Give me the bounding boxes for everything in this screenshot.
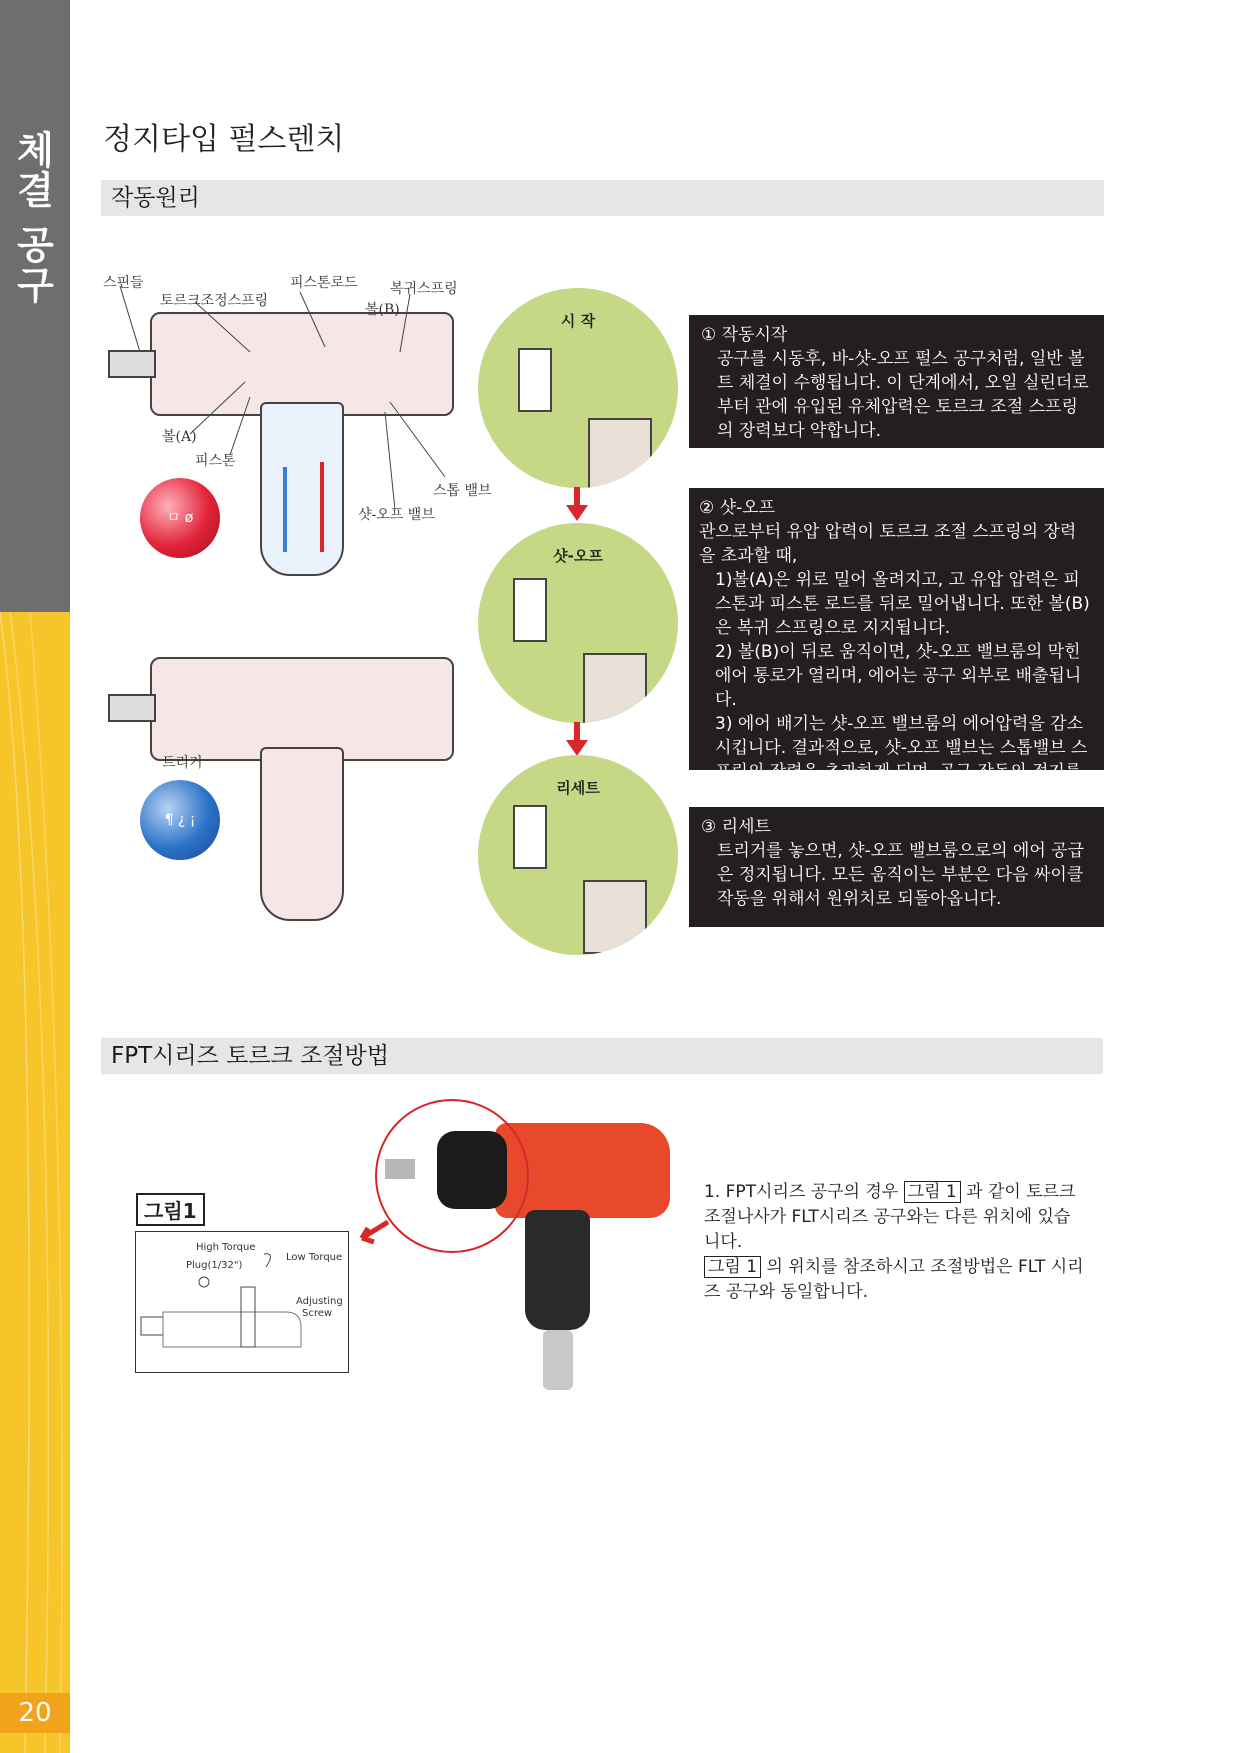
fig-screw: Screw [302, 1308, 333, 1319]
instruction-p1a: 1. FPT시리즈 공구의 경우 [704, 1182, 899, 1202]
label-trigger: 트리거 [162, 755, 203, 771]
sidebar-category: 체결 공구 [10, 130, 54, 306]
label-ball-b: 볼(B) [365, 302, 400, 318]
fig-adjusting: Adjusting [296, 1296, 343, 1307]
valve-block [588, 418, 652, 488]
step1-body: 공구를 시동후, 바-샷-오프 펄스 공구처럼, 일반 볼트 체결이 수행됩니다. 이 단계에서, 오일 실린더로부터 관에 유입된 유체압력은 토르크 조절 스프링의 장력보다 약합니다. [717, 349, 1089, 441]
step2-intro: 관으로부터 유압 압력이 토르크 조절 스프링의 장력을 초과할 때, [699, 522, 1077, 566]
valve-detail [513, 805, 547, 869]
step2-item-2: 2) 볼(B)이 뒤로 움직이면, 샷-오프 밸브룸의 막힌 에어 통로가 열리며, 에어는 공구 외부로 배출됩니다. [715, 642, 1082, 710]
label-spindle: 스핀들 [103, 275, 144, 291]
fpt-tool-photo [375, 1095, 675, 1405]
page-number: 20 [0, 1693, 70, 1733]
label-piston: 피스톤 [195, 453, 236, 469]
figure-label: 그림1 [136, 1193, 205, 1226]
label-piston-rod: 피스톤로드 [290, 275, 358, 291]
arrow-down-1 [566, 505, 588, 521]
figure-1-box [135, 1231, 349, 1373]
spindle-lower [108, 694, 156, 722]
indicator-ball-red: ㅁ ø [140, 478, 220, 558]
circle-shutoff [478, 523, 678, 723]
valve-block [583, 880, 647, 954]
step3-box [689, 807, 1104, 927]
tool-grip-lower [260, 747, 344, 921]
instruction-text [704, 1180, 1084, 1305]
fig-high-torque: High Torque [196, 1242, 256, 1253]
figure-ref-2: 그림 1 [704, 1256, 761, 1278]
step3-heading: ③ 리세트 [701, 817, 771, 837]
step1-box [689, 315, 1104, 448]
step2-item-1: 1)볼(A)은 위로 밀어 올려지고, 고 유압 압력은 피스톤과 피스톤 로드를 뒤로 밀어냅니다. 또한 볼(B)은 복귀 스프링으로 지지됩니다. [715, 570, 1090, 638]
label-torque-spring: 토르크조정스프링 [160, 293, 269, 309]
label-ball-a: 볼(A) [162, 429, 197, 445]
label-stop-valve: 스톱 밸브 [433, 483, 492, 499]
highlight-circle [375, 1099, 529, 1253]
circle-start [478, 288, 678, 488]
sidebar-yellow-band [0, 612, 70, 1753]
circle-start-caption: 시 작 [560, 312, 596, 330]
fig-plug: Plug(1/32") [186, 1260, 243, 1271]
instruction-p1b: 과 같이 토르크 조절나사가 FLT시리즈 공구와는 다른 위치에 있습니다. [704, 1182, 1076, 1252]
air-inlet [543, 1330, 573, 1390]
step2-heading: ② 샷-오프 [699, 498, 776, 518]
arrow-down-2 [566, 740, 588, 756]
step2-box [689, 488, 1104, 806]
step3-body: 트리거를 놓으면, 샷-오프 밸브룸으로의 에어 공급은 정지됩니다. 모든 움직이는 부분은 다음 싸이클 작동을 위해서 원위치로 되돌아옵니다. [717, 841, 1084, 909]
tool-body-lower [150, 657, 454, 761]
circle-reset [478, 755, 678, 955]
section-heading-principle: 작동원리 [101, 180, 1104, 216]
page-title: 정지타입 펄스렌치 [103, 122, 345, 157]
valve-detail [518, 348, 552, 412]
section-heading-fpt: FPT시리즈 토르크 조절방법 [101, 1038, 1103, 1074]
valve-detail [513, 578, 547, 642]
circle-shutoff-caption: 샷-오프 [553, 547, 603, 565]
label-shutoff-valve: 샷-오프 밸브 [358, 507, 435, 523]
step2-item-3: 3) 에어 배기는 샷-오프 밸브룸의 에어압력을 감소시킵니다. 결과적으로, 샷-오프 밸브는 스톱밸브 스프링의 장력을 초과하게 되며, 공구 작동의 정지를 위해서, 에어 모터로의 에어 공급을 차단합니다. [715, 714, 1088, 806]
indicator-ball-blue: ¶ ¿ ¡ [140, 780, 220, 860]
valve-block [583, 653, 647, 723]
label-return-spring: 복귀스프링 [390, 281, 458, 297]
tool-grip [525, 1210, 590, 1330]
figure-ref-1: 그림 1 [904, 1181, 961, 1203]
figure-1-drawing [136, 1232, 348, 1372]
instruction-p2: 의 위치를 참조하시고 조절방법은 FLT 시리즈 공구와 동일합니다. [704, 1257, 1084, 1302]
step1-heading: ① 작동시작 [701, 325, 788, 345]
fig-low-torque: Low Torque [286, 1252, 343, 1263]
circle-reset-caption: 리세트 [556, 779, 600, 797]
sidebar-gray-band [0, 0, 70, 612]
sidebar-decoration [0, 612, 70, 1753]
